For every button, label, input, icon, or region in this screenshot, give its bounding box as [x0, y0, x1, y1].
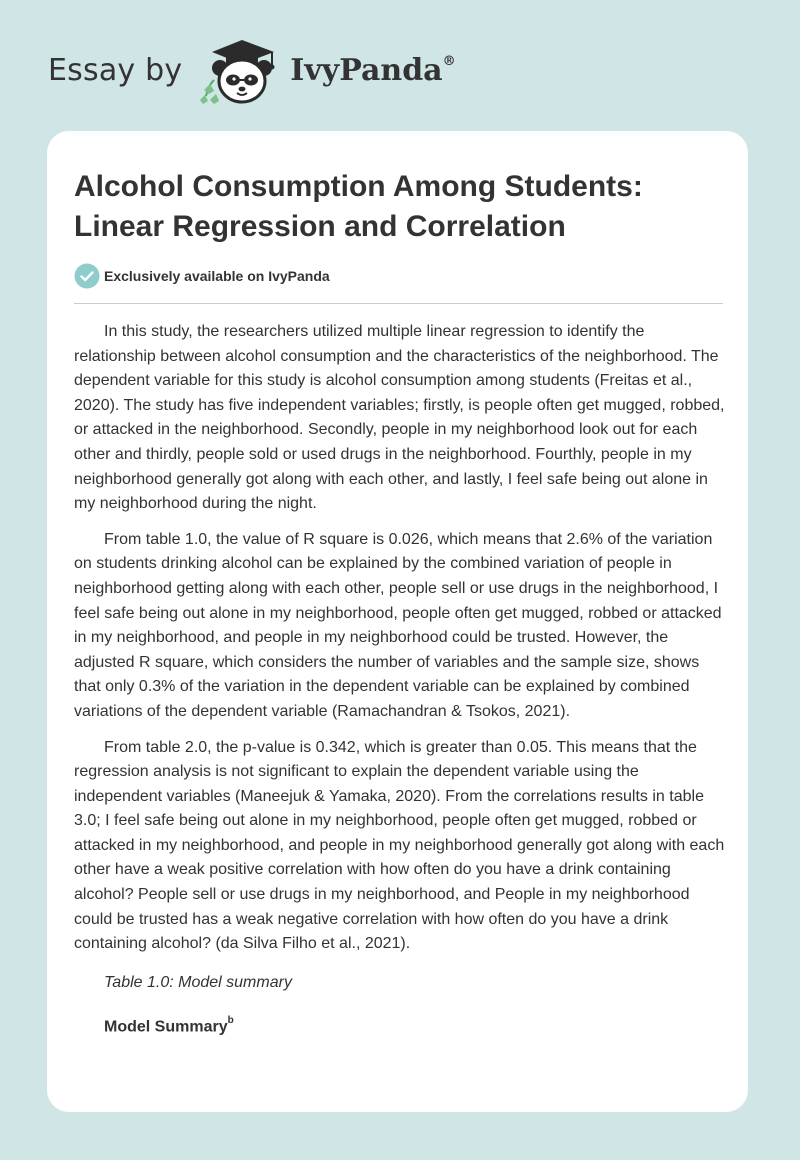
- essay-title: Alcohol Consumption Among Students: Linear Regression and Correlation: [74, 170, 643, 243]
- brand-prefix: Essay by: [48, 52, 183, 88]
- table-heading: Model Summary$^b$: [104, 1014, 234, 1036]
- essay-card: [47, 131, 748, 1112]
- panda-graduation-cap-logo-icon: [198, 34, 284, 106]
- check-circle-icon: [74, 263, 100, 289]
- brand-name: IvyPanda®: [290, 52, 456, 88]
- body-paragraph: From table 1.0, the value of R square is 0.026, which means that 2.6% of the variation on students drinking alcohol can be explained by the combined variation of people in neighborhood getting along with each other, people sell or use drugs in the neighborhood, I feel safe being out alone in my neighborhood, people often get mugged, robbed or attacked in my neighborhood, and people in my neighborhood could be trusted. However, the adjusted R square, which considers the number of variables and the sample size, shows that only 0.3% of the variation in the dependent variable can be explained by combined variations of the dependent variable (Ramachandran & Tsokos, 2021).: [74, 530, 722, 720]
- body-paragraph: From table 2.0, the p-value is 0.342, which is greater than 0.05. This means that the regression analysis is not significant to explain the dependent variable using the independent variables (Maneejuk & Yamaka, 2020). From the correlations results in table 3.0; I feel safe being out alone in my neighborhood, people often get mugged, robbed or attacked in my neighborhood, and people in my neighborhood generally got along with each other have a weak positive correlation with how often do you have a drink containing alcohol? People sell or use drugs in my neighborhood, and People in my neighborhood could be trusted has a weak negative correlation with how often do you have a drink containing alcohol? (da Silva Filho et al., 2021).: [74, 738, 725, 953]
- registered-mark: ®: [442, 53, 456, 69]
- exclusive-badge-label: Exclusively available on IvyPanda: [104, 268, 330, 284]
- table-heading-superscript: b: [227, 1014, 234, 1026]
- exclusive-badge: [74, 263, 330, 289]
- table-caption: Table 1.0: Model summary: [104, 973, 292, 991]
- essay-body: [74, 320, 726, 1039]
- body-paragraph: In this study, the researchers utilized multiple linear regression to identify the relationship between alcohol consumption and the characteristics of the neighborhood. The dependent variable for this study is alcohol consumption among students (Freitas et al., 2020). The study has five independent variables; firstly, is people often get mugged, robbed, or attacked in the neighborhood. Secondly, people in my neighborhood look out for each other and thirdly, people sold or used drugs in the neighborhood. Fourthly, people in my neighborhood generally got along with each other, and lastly, I feel safe being out alone in my neighborhood during the night.: [74, 323, 725, 513]
- divider: [74, 303, 723, 304]
- brand-header: [48, 34, 456, 106]
